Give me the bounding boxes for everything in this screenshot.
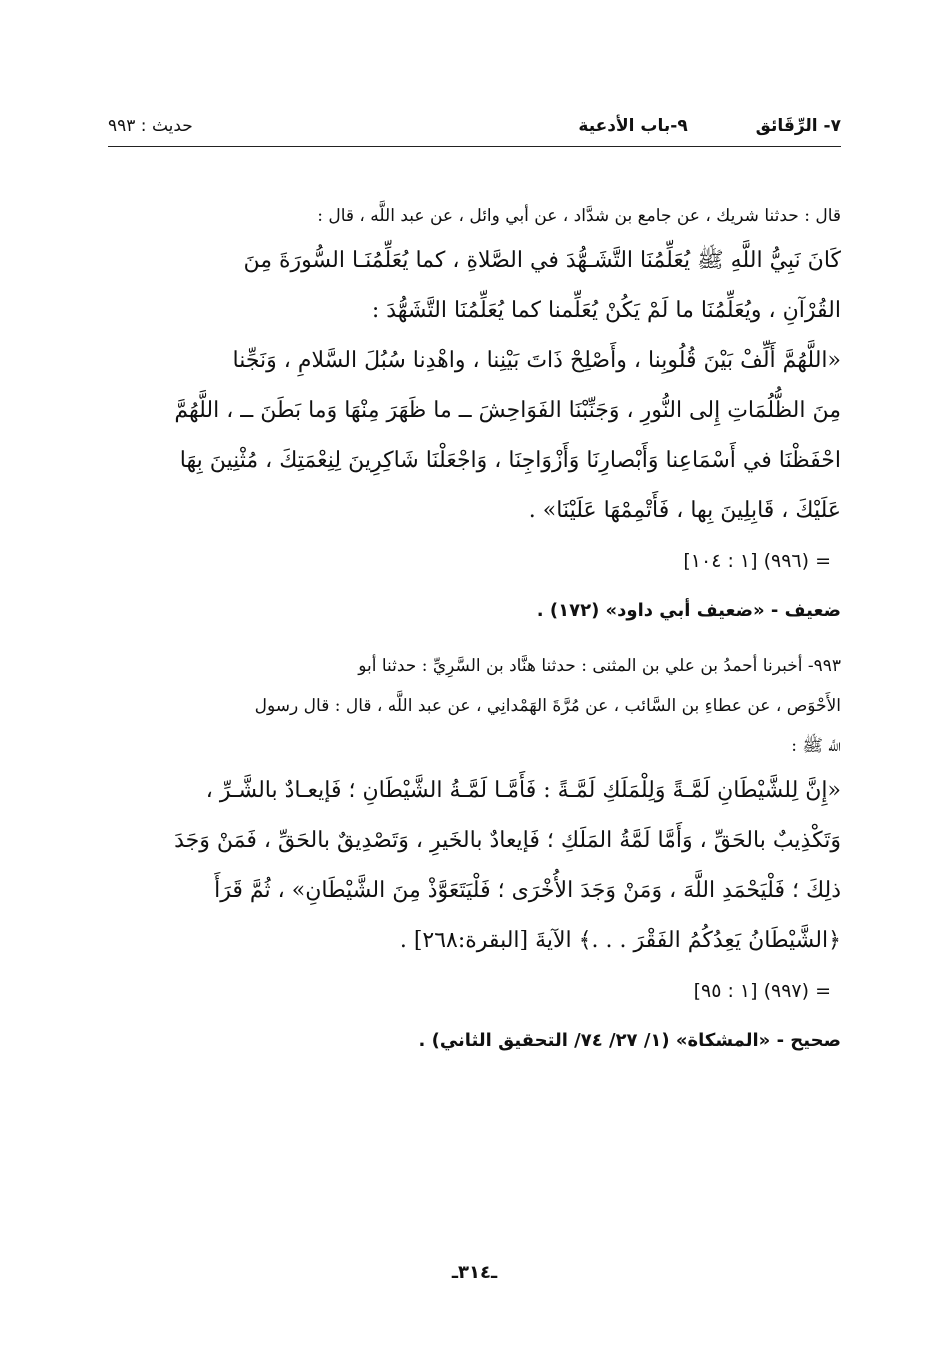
cross-reference: = (٩٩٦) [١ : ١٠٤] bbox=[683, 550, 831, 572]
matn-line: ذلِكَ ؛ فَلْيَحْمَدِ اللَّهَ ، وَمَنْ وَجَدَ الأُخْرَى ؛ فَلْيَتَعَوَّذْ مِنَ الشَّيْطَانِ» ، ثُمَّ قَرَأَ bbox=[214, 878, 841, 903]
isnad-line: الأَحْوَص ، عن عطاءِ بن السَّائب ، عن مُرَّةَ الهَمْدانِي ، عن عبد اللَّه ، قال : قال رسول bbox=[254, 696, 841, 716]
dua-line: عَلَيْكَ ، قَابِلِينَ بِها ، فَأَتْمِمْهَا عَلَيْنَا» . bbox=[528, 498, 841, 523]
matn-line: وَتَكْذِيبٌ بالحَقِّ ، وَأَمَّا لَمَّةُ المَلَكِ ؛ فَإيعادٌ بالخَيرِ ، وَتَصْدِيقٌ بالحَقِّ ، فَمَنْ وَجَدَ bbox=[174, 828, 841, 853]
dua-line: احْفَظْنَا في أَسْمَاعِنا وَأَبْصارِنَا وَأَزْوَاجِنَا ، وَاجْعَلْنَا شَاكِرِينَ لِنِعْمَتِكَ ، مُثْنِينَ بِهَا bbox=[179, 448, 841, 473]
isnad-line: اللَّه ﷺ : bbox=[791, 736, 841, 756]
isnad-line: قال : حدثنا شريك ، عن جامع بن شدَّاد ، عن أبي وائل ، عن عبد اللَّه ، قال : bbox=[317, 206, 841, 226]
running-header bbox=[108, 112, 841, 147]
dua-line: «اللَّهُمَّ أَلِّفْ بَيْنَ قُلُوبِنا ، وأَصْلِحْ ذَاتَ بَيْنِنا ، واهْدِنا سُبُلَ السَّلامِ ، وَنَجِّنا bbox=[232, 348, 841, 373]
section-title: ٩-باب الأدعية bbox=[578, 116, 688, 136]
isnad-line: ٩٩٣- أخبرنا أحمدُ بن علي بن المثنى : حدثنا هنَّاد بن السَّرِيِّ : حدثنا أبو bbox=[358, 656, 841, 676]
matn-line: كَانَ نَبِيُّ اللَّهِ ﷺ يُعَلِّمُنَا التَّشَـهُّدَ في الصَّلاةِ ، كما يُعَلِّمُنَـا السُّورَةَ مِنَ bbox=[243, 248, 841, 273]
hadith-number: حديث : ٩٩٣ bbox=[108, 116, 193, 136]
page-number: ـ٣١٤ـ bbox=[451, 1262, 498, 1283]
header-right bbox=[578, 116, 841, 136]
grading-note: ضعيف - «ضعيف أبي داود» (١٧٢) . bbox=[536, 600, 841, 621]
grading-note: صحيح - «المشكاة» (١/ ٢٧/ ٧٤/ التحقيق الثاني) . bbox=[418, 1030, 841, 1051]
cross-reference: = (٩٩٧) [١ : ٩٥] bbox=[693, 980, 831, 1002]
spacer bbox=[108, 636, 841, 646]
dua-line: مِنَ الظُّلُمَاتِ إِلى النُّورِ ، وَجَنِّبْنَا الفَوَاحِشَ ــ ما ظَهَرَ مِنْهَا وَما بَطَنَ ــ ، اللَّهُمَّ bbox=[174, 398, 841, 423]
hadith-993-block bbox=[108, 646, 841, 1066]
page-body bbox=[108, 196, 841, 1066]
matn-line: «إِنَّ لِلشَّيْطَانِ لَمَّـةً وَلِلْمَلَكِ لَمَّـةً : فَأَمَّـا لَمَّـةُ الشَّيْطَانِ ؛ فَإيعـادٌ بالشَّـرِّ ، bbox=[205, 778, 841, 803]
matn-line: ﴿الشَّيْطَانُ يَعِدُكُمُ الفَقْرَ . . .﴾ الآيةَ [البقرة:٢٦٨] . bbox=[399, 928, 841, 953]
matn-line: القُرْآنِ ، ويُعَلِّمُنَا ما لَمْ يَكُنْ يُعَلِّمنا كما يُعَلِّمُنَا التَّشَهُّدَ : bbox=[371, 298, 841, 323]
hadith-992-block bbox=[108, 196, 841, 636]
chapter-title: ٧- الرِّقَائق bbox=[755, 116, 841, 136]
